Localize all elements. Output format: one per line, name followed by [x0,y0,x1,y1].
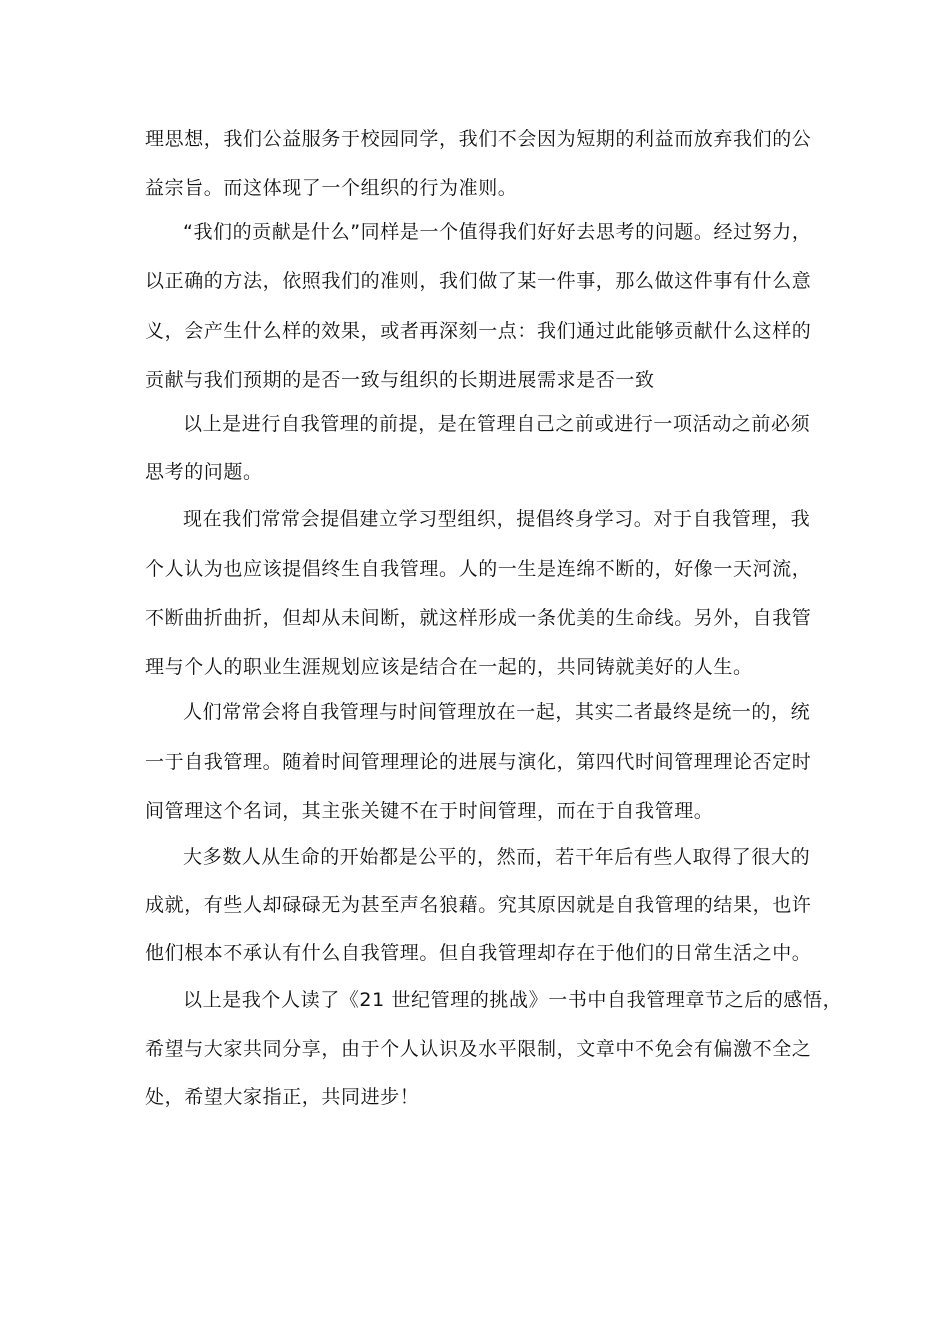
paragraph-start-line: 以上是我个人读了《21 世纪管理的挑战》一书中自我管理章节之后的感悟， [183,989,843,1011]
text-line: 理思想，我们公益服务于校园同学，我们不会因为短期的利益而放弃我们的公 [145,128,812,150]
text-line: 思考的问题。 [145,461,263,483]
text-line: 个人认为也应该提倡终生自我管理。人的一生是连绵不断的，好像一天河流， [145,558,812,580]
text-line: 处，希望大家指正，共同进步！ [145,1086,420,1108]
paragraph-start-line: 人们常常会将自我管理与时间管理放在一起，其实二者最终是统一的，统 [183,701,811,723]
paragraph-start-line: 大多数人从生命的开始都是公平的，然而，若干年后有些人取得了很大的 [183,846,811,868]
text-line: 希望与大家共同分享，由于个人认识及水平限制，文章中不免会有偏激不全之 [145,1038,812,1060]
text-line: 间管理这个名词，其主张关键不在于时间管理，而在于自我管理。 [145,800,714,822]
paragraph-start-line: 以上是进行自我管理的前提，是在管理自己之前或进行一项活动之前必须 [183,413,811,435]
text-line: 一于自我管理。随着时间管理理论的进展与演化，第四代时间管理理论否定时 [145,751,812,773]
text-line: 理与个人的职业生涯规划应该是结合在一起的，共同铸就美好的人生。 [145,656,753,678]
text-line: 不断曲折曲折，但却从未间断，就这样形成一条优美的生命线。另外，自我管 [145,607,812,629]
text-line: 成就，有些人却碌碌无为甚至声名狼藉。究其原因就是自我管理的结果，也许 [145,894,812,916]
text-line: 义，会产生什么样的效果，或者再深刻一点：我们通过此能够贡献什么这样的 [145,320,812,342]
text-line: 贡献与我们预期的是否一致与组织的长期进展需求是否一致 [145,369,655,391]
paragraph-start-line: “我们的贡献是什么”同样是一个值得我们好好去思考的问题。经过努力， [183,221,812,243]
text-line: 他们根本不承认有什么自我管理。但自我管理却存在于他们的日常生活之中。 [145,942,812,964]
text-line: 以正确的方法，依照我们的准则，我们做了某一件事，那么做这件事有什么意 [145,270,812,292]
paragraph-start-line: 现在我们常常会提倡建立学习型组织，提倡终身学习。对于自我管理，我 [183,508,811,530]
text-line: 益宗旨。而这体现了一个组织的行为准则。 [145,177,518,199]
